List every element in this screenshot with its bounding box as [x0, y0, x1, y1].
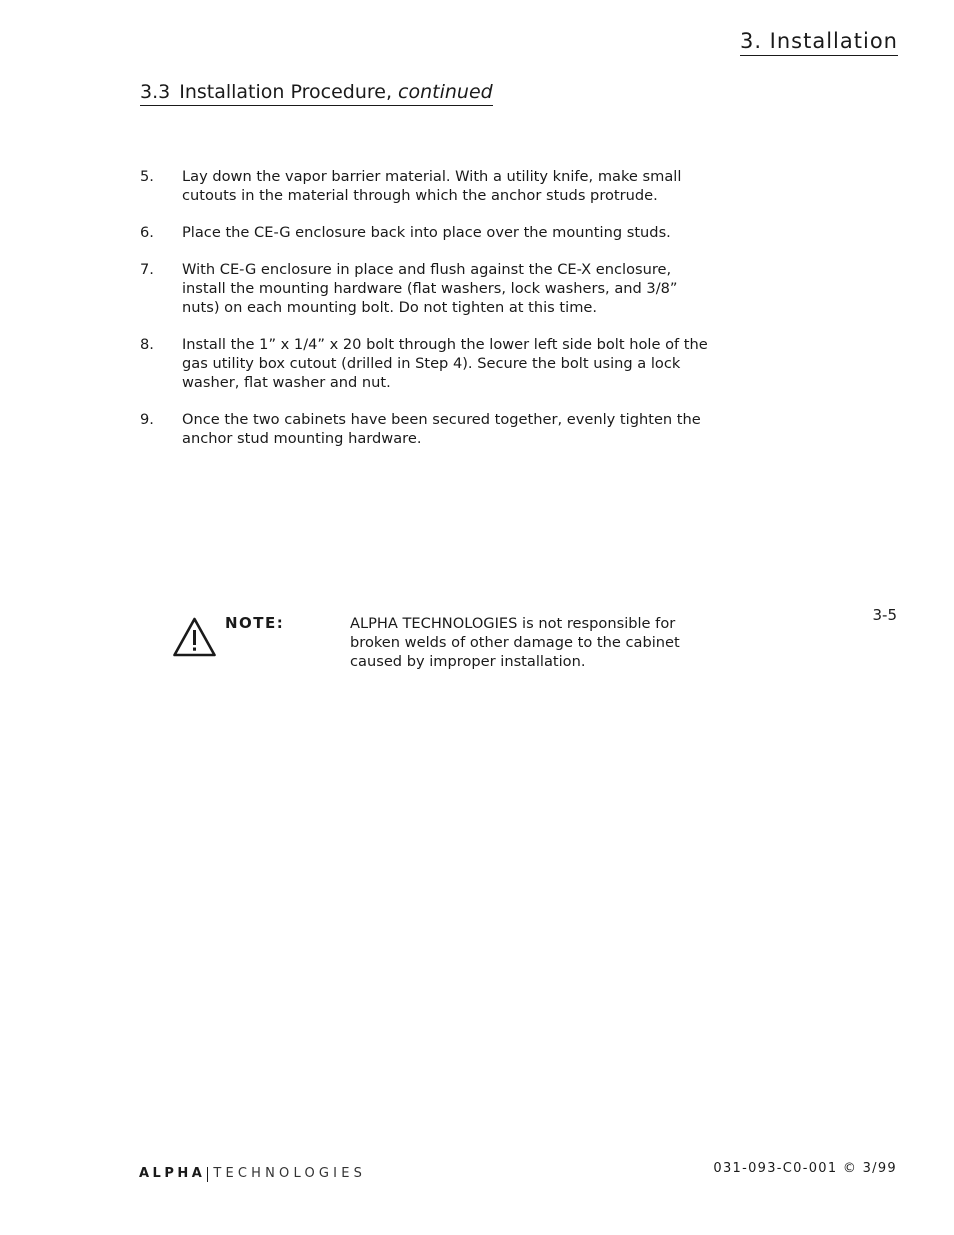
document-code: 031-093-C0-001 © 3/99 — [713, 1161, 897, 1176]
step-text: Lay down the vapor barrier material. With a utility knife, make small cutouts in the material through which the anchor studs protrude. — [182, 168, 682, 204]
note-text: ALPHA TECHNOLOGIES is not responsible for broken welds of other damage to the cabinet caused by improper installation. — [350, 615, 680, 670]
procedure-steps-list — [140, 167, 760, 466]
procedure-step — [140, 223, 760, 242]
step-text: Install the 1” x 1/4” x 20 bolt through the lower left side bolt hole of the gas utility box cutout (drilled in Step 4). Secure the bolt using a lock washer, flat washer and nut. — [182, 336, 708, 391]
note-callout — [172, 614, 732, 674]
step-text: Place the CE-G enclosure back into place over the mounting studs. — [182, 224, 671, 241]
step-number: 7. — [140, 261, 154, 278]
company-logo — [139, 1165, 366, 1183]
note-label: NOTE: — [225, 614, 285, 632]
section-number: 3.3 — [140, 81, 171, 103]
section-heading — [140, 79, 493, 106]
procedure-step — [140, 410, 760, 448]
procedure-step — [140, 260, 760, 317]
step-text: With CE-G enclosure in place and flush against the CE-X enclosure, install the mounting hardware (flat washers, lock washers, and 3/8” nuts) on each mounting bolt. Do not tighten at this time. — [182, 261, 678, 316]
section-title-text: Installation Procedure, — [179, 81, 399, 103]
procedure-step — [140, 167, 760, 205]
step-number: 5. — [140, 168, 154, 185]
chapter-title: 3. Installation — [740, 28, 898, 56]
warning-triangle-icon — [172, 616, 217, 658]
logo-technologies: TECHNOLOGIES — [213, 1166, 367, 1181]
section-continued-label: continued — [398, 81, 493, 103]
page-number: 3-5 — [872, 606, 897, 624]
procedure-step — [140, 335, 760, 392]
logo-divider — [207, 1167, 208, 1182]
step-number: 6. — [140, 224, 154, 241]
logo-alpha: ALPHA — [139, 1166, 206, 1181]
step-text: Once the two cabinets have been secured together, evenly tighten the anchor stud mounting hardware. — [182, 411, 701, 447]
step-number: 8. — [140, 336, 154, 353]
step-number: 9. — [140, 411, 154, 428]
